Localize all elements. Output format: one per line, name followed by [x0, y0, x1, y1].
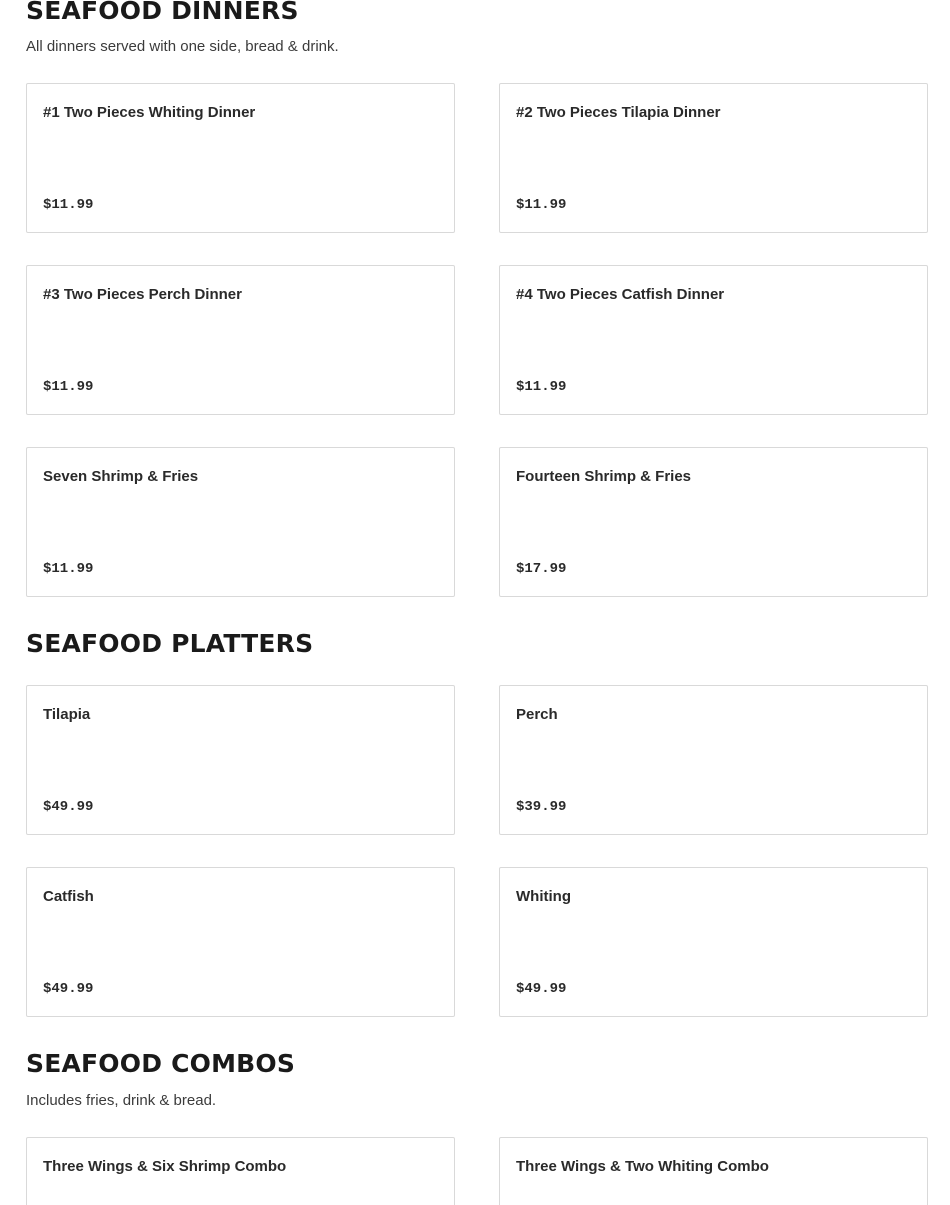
menu-item-card[interactable]: [499, 685, 928, 835]
menu-item-name: #1 Two Pieces Whiting Dinner: [43, 104, 256, 121]
section-seafood-platters: [26, 629, 928, 997]
menu-item-price: $11.99: [43, 197, 94, 213]
menu-item-card[interactable]: [26, 867, 455, 1017]
menu-item-price: $17.99: [516, 561, 567, 577]
menu-item-card[interactable]: [499, 867, 928, 1017]
menu-item-price: $11.99: [43, 379, 94, 395]
menu-item-card[interactable]: [499, 265, 928, 415]
menu-item-price: $39.99: [516, 799, 567, 815]
menu-item-name: Fourteen Shrimp & Fries: [516, 468, 692, 485]
menu-item-card[interactable]: [26, 83, 455, 233]
menu-item-name: Three Wings & Two Whiting Combo: [516, 1158, 769, 1175]
section-seafood-combos: [26, 1049, 928, 1175]
section-seafood-dinners: [26, 0, 928, 577]
section-title: SEAFOOD PLATTERS: [26, 629, 314, 658]
menu-item-card[interactable]: [499, 1137, 928, 1205]
menu-item-name: #3 Two Pieces Perch Dinner: [43, 286, 242, 303]
menu-item-card[interactable]: [26, 685, 455, 835]
menu-item-card[interactable]: [26, 265, 455, 415]
menu-item-name: Seven Shrimp & Fries: [43, 468, 199, 485]
menu-item-name: #4 Two Pieces Catfish Dinner: [516, 286, 725, 303]
menu-item-price: $49.99: [516, 981, 567, 997]
menu-item-price: $11.99: [516, 379, 567, 395]
menu-item-price: $11.99: [516, 197, 567, 213]
menu-item-name: Perch: [516, 706, 558, 723]
menu-item-card[interactable]: [26, 447, 455, 597]
menu-item-price: $11.99: [43, 561, 94, 577]
menu-item-name: Three Wings & Six Shrimp Combo: [43, 1158, 287, 1175]
section-title: SEAFOOD COMBOS: [26, 1049, 296, 1078]
menu-item-name: #2 Two Pieces Tilapia Dinner: [516, 104, 721, 121]
section-subtitle: Includes fries, drink & bread.: [26, 1092, 217, 1109]
section-title: SEAFOOD DINNERS: [26, 0, 299, 25]
menu-item-card[interactable]: [26, 1137, 455, 1205]
menu-item-price: $49.99: [43, 981, 94, 997]
menu-item-name: Catfish: [43, 888, 94, 905]
menu-item-card[interactable]: [499, 83, 928, 233]
menu-item-card[interactable]: [499, 447, 928, 597]
menu-item-price: $49.99: [43, 799, 94, 815]
menu-item-name: Whiting: [516, 888, 571, 905]
section-subtitle: All dinners served with one side, bread & drink.: [26, 38, 339, 55]
menu-item-name: Tilapia: [43, 706, 91, 723]
